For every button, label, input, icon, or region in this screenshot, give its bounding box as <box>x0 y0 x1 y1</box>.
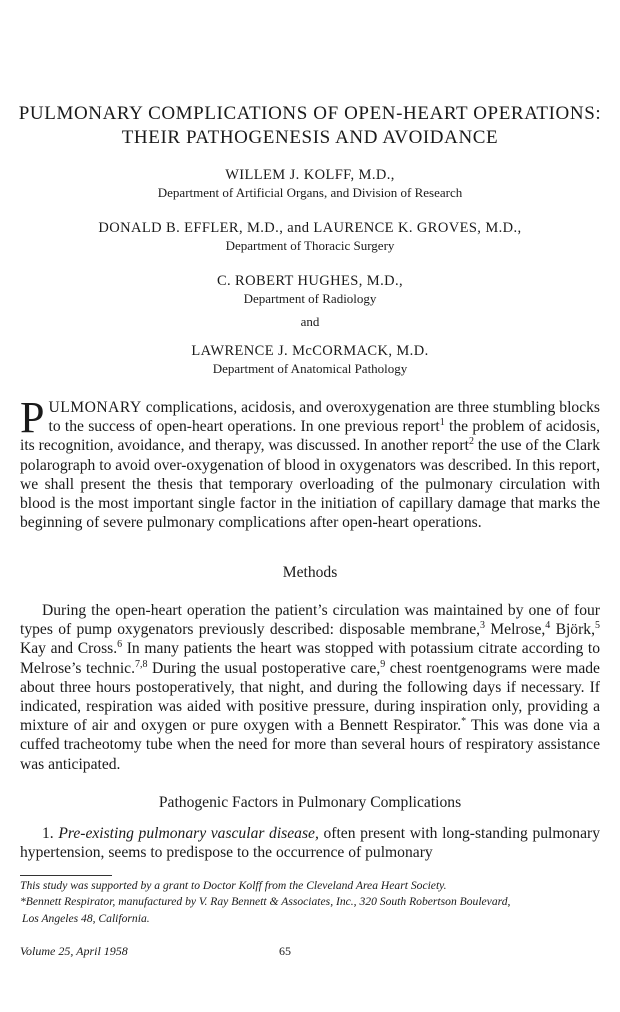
pathogenic-factors-heading: Pathogenic Factors in Pulmonary Complications <box>158 794 462 811</box>
title-line-2: THEIR PATHOGENESIS AND AVOIDANCE <box>121 127 499 148</box>
reference-mark: 2 <box>468 436 474 448</box>
footnote-bennett: *Bennett Respirator, manufactured by V. Ray Bennett & Associates, Inc., 320 South Robertson Boulevard, <box>20 895 511 909</box>
title-line-1: PULMONARY COMPLICATIONS OF OPEN-HEART OPERATIONS: <box>18 103 602 124</box>
dept-radiology: Department of Radiology <box>243 291 377 306</box>
reference-mark: 5 <box>595 620 600 632</box>
intro-paragraph: PULMONARY complications, acidosis, and overoxygenation are three stumbling blocks to the success of open-heart operations. In one previous report$^1$ the problem of acidosis, its recognition, avoidance, and therapy, was discussed. In another report$^2$ the use of the Clark polarograph to avoid over-oxygenation of blood in oxygenators was described. In this report, we shall present the thesis that temporary overloading of the pulmonary circulation with blood is the most important single factor in the initiation of capillary damage that marks the beginning of severe pulmonary complications after open-heart operations. <box>20 393 600 532</box>
pathogenic-paragraph: 1. Pre-existing pulmonary vascular disease, often present with long-standing pulmonary hypertension, seems to predispose to the occurrence of pulmonary <box>20 825 600 862</box>
reference-mark: 6 <box>117 639 123 651</box>
dept-thoracic-surgery: Department of Thoracic Surgery <box>225 238 395 253</box>
author-hughes: C. ROBERT HUGHES, M.D., <box>216 273 404 289</box>
author-mccormack: LAWRENCE J. McCORMACK, M.D. <box>191 343 429 359</box>
reference-mark: 4 <box>545 620 551 632</box>
reference-mark: 9 <box>380 658 386 670</box>
drop-cap: P <box>20 393 45 442</box>
and-connector: and <box>300 314 320 329</box>
dept-anatomical-pathology: Department of Anatomical Pathology <box>212 361 408 376</box>
footnote-divider <box>20 875 112 876</box>
reference-mark: 1 <box>439 417 445 429</box>
author-block <box>0 166 620 377</box>
footnote-bennett-continued: Los Angeles 48, California. <box>22 911 150 925</box>
footnote-mark: * <box>461 716 467 728</box>
methods-heading: Methods <box>282 564 338 581</box>
methods-paragraph: During the open-heart operation the patient’s circulation was maintained by one of four types of pump oxygenators previously described: disposable membrane,$^3$ Melrose,$^4$ Björk,$^5$ Kay and Cross.$^6$ In many patients the heart was stopped with potassium citrate according to Melrose’s technic.$^{7,8}$ During the usual postoperative care,$^9$ chest roentgenograms were made about three hours postoperatively, that night, and during the following days if necessary. If indicated, respiration was aided with positive pressure, during inspiration only, providing a mixture of air and oxygen or pure oxygen with a Bennett Respirator.* This was done via a cuffed tracheotomy tube when the need for more than several hours of respiratory assistance was anticipated. <box>20 602 601 773</box>
author-effler-groves: DONALD B. EFFLER, M.D., and LAURENCE K. GROVES, M.D., <box>98 220 522 236</box>
volume-info: Volume 25, April 1958 <box>20 944 128 958</box>
author-kolff: WILLEM J. KOLFF, M.D., <box>225 167 395 183</box>
dept-artificial-organs: Department of Artificial Organs, and Division of Research <box>157 185 463 200</box>
reference-mark: 3 <box>480 620 486 632</box>
reference-mark: 7,8 <box>134 658 148 670</box>
italic-term: Pre-existing pulmonary vascular disease, <box>58 825 319 842</box>
article-title <box>0 102 620 150</box>
footnote-support: This study was supported by a grant to Doctor Kolff from the Cleveland Area Heart Society. <box>20 879 447 892</box>
page-number: 65 <box>279 944 291 958</box>
footnotes <box>20 878 600 927</box>
